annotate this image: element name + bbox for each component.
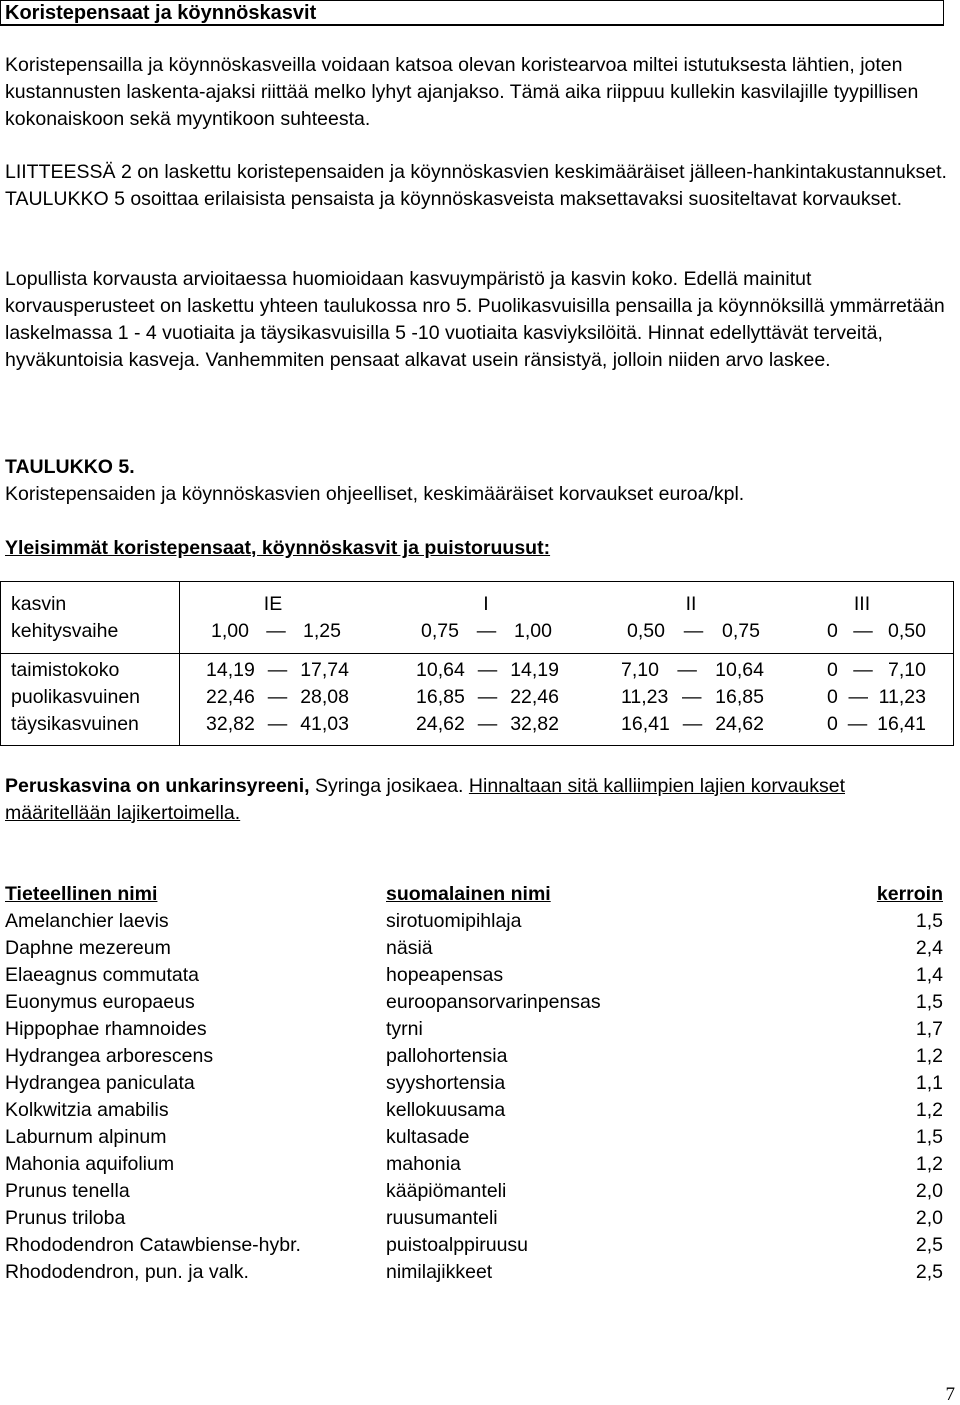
base-plant-note bbox=[5, 773, 950, 827]
coefficient: 1,2 bbox=[915, 1153, 943, 1175]
value-hi: 11,23 bbox=[878, 686, 926, 708]
value-range bbox=[206, 711, 349, 738]
range-dash: — bbox=[848, 686, 868, 708]
page-number: 7 bbox=[945, 1384, 955, 1405]
coefficient: 1,4 bbox=[915, 964, 943, 986]
class-range-i bbox=[421, 618, 552, 645]
range-dash: — bbox=[267, 686, 288, 708]
coefficient: 2,4 bbox=[915, 937, 943, 959]
value-range bbox=[416, 657, 559, 684]
range-dash: — bbox=[476, 620, 497, 642]
section-heading: Koristepensaat ja köynnöskasvit bbox=[0, 0, 944, 26]
range-dash: — bbox=[477, 659, 498, 681]
range-dash: — bbox=[267, 713, 288, 735]
plant-row bbox=[5, 1124, 943, 1151]
finnish-name: euroopansorvarinpensas bbox=[386, 991, 601, 1013]
range-dash: — bbox=[682, 713, 703, 735]
coefficient: 1,2 bbox=[915, 1045, 943, 1067]
class-ie-lo: 1,00 bbox=[211, 620, 249, 642]
plant-row bbox=[5, 1043, 943, 1070]
finnish-name: mahonia bbox=[386, 1153, 461, 1175]
table-subheading: Yleisimmät koristepensaat, köynnöskasvit ja puistoruusut: bbox=[5, 537, 551, 559]
coefficient: 1,5 bbox=[915, 1126, 943, 1148]
class-iii-hi: 0,50 bbox=[888, 620, 926, 642]
scientific-name: Kolkwitzia amabilis bbox=[5, 1099, 169, 1121]
scientific-name: Prunus tenella bbox=[5, 1180, 130, 1202]
table-title: TAULUKKO 5. bbox=[5, 456, 135, 478]
value-hi: 28,08 bbox=[300, 686, 349, 708]
value-range bbox=[621, 711, 764, 738]
value-range bbox=[621, 657, 764, 684]
value-range bbox=[206, 684, 349, 711]
header-label-kasvin: kasvin bbox=[11, 593, 67, 615]
value-hi: 7,10 bbox=[888, 659, 926, 681]
range-dash: — bbox=[683, 620, 704, 642]
base-note-underlined: Hinnaltaan sitä kalliimpien lajien korvaukset määritellään lajikertoimella. bbox=[5, 775, 846, 824]
plant-table-header bbox=[5, 881, 943, 908]
scientific-name: Hydrangea paniculata bbox=[5, 1072, 195, 1094]
finnish-name: näsiä bbox=[386, 937, 433, 959]
range-dash: — bbox=[847, 713, 868, 735]
plant-row bbox=[5, 1097, 943, 1124]
class-range-ie bbox=[211, 618, 341, 645]
header-coefficient: kerroin bbox=[876, 883, 943, 905]
value-hi: 17,74 bbox=[300, 659, 349, 681]
table-divider-vertical bbox=[179, 582, 180, 745]
finnish-name: syyshortensia bbox=[386, 1072, 506, 1094]
range-dash: — bbox=[682, 686, 702, 708]
class-ii-hi: 0,75 bbox=[722, 620, 760, 642]
coefficient: 1,5 bbox=[915, 991, 943, 1013]
table-caption: Koristepensaiden ja köynnöskasvien ohjeelliset, keskimääräiset korvaukset euroa/kpl. bbox=[5, 483, 745, 505]
value-lo: 32,82 bbox=[206, 713, 255, 735]
plant-row bbox=[5, 1070, 943, 1097]
class-name-i: I bbox=[483, 593, 489, 615]
value-lo: 22,46 bbox=[206, 686, 255, 708]
plant-row bbox=[5, 1178, 943, 1205]
plant-row bbox=[5, 1151, 943, 1178]
class-range-iii bbox=[827, 618, 926, 645]
plant-rows bbox=[5, 908, 943, 1286]
header-scientific-name: Tieteellinen nimi bbox=[5, 883, 158, 905]
range-dash: — bbox=[477, 686, 498, 708]
value-range bbox=[827, 657, 926, 684]
class-ii-lo: 0,50 bbox=[627, 620, 665, 642]
finnish-name: nimilajikkeet bbox=[386, 1261, 493, 1283]
value-lo: 11,23 bbox=[621, 686, 669, 708]
range-dash: — bbox=[266, 620, 286, 642]
plant-row bbox=[5, 1232, 943, 1259]
class-iii-lo: 0 bbox=[827, 620, 838, 642]
scientific-name: Rhododendron Catawbiense-hybr. bbox=[5, 1234, 301, 1256]
value-lo: 0 bbox=[827, 659, 838, 681]
plant-row bbox=[5, 935, 943, 962]
class-name-iii: III bbox=[853, 593, 871, 615]
appendix-paragraph: LIITTEESSÄ 2 on laskettu koristepensaiden ja köynnöskasvien keskimääräiset jälleen-hankintakustannukset. TAULUKKO 5 osoittaa erilaisista pensaista ja köynnöskasveista maksettavaksi suositeltavat korvaukset. bbox=[5, 161, 947, 210]
scientific-name: Daphne mezereum bbox=[5, 937, 171, 959]
scientific-name: Prunus triloba bbox=[5, 1207, 126, 1229]
range-dash: — bbox=[267, 659, 288, 681]
range-dash: — bbox=[477, 713, 498, 735]
range-dash: — bbox=[853, 620, 873, 642]
scientific-name: Amelanchier laevis bbox=[5, 910, 169, 932]
base-note-plain: Syringa josikaea. bbox=[309, 775, 469, 797]
scientific-name: Mahonia aquifolium bbox=[5, 1153, 175, 1175]
value-lo: 24,62 bbox=[416, 713, 465, 735]
plant-row bbox=[5, 1016, 943, 1043]
value-hi: 41,03 bbox=[300, 713, 349, 735]
row-label-taysikasvuinen: täysikasvuinen bbox=[11, 713, 139, 735]
scientific-name: Hippophae rhamnoides bbox=[5, 1018, 207, 1040]
coefficient: 1,5 bbox=[915, 910, 943, 932]
row-label-taimistokoko: taimistokoko bbox=[11, 659, 120, 681]
scientific-name: Rhododendron, pun. ja valk. bbox=[5, 1261, 249, 1283]
value-range bbox=[621, 684, 764, 711]
finnish-name: hopeapensas bbox=[386, 964, 504, 986]
value-lo: 14,19 bbox=[206, 659, 255, 681]
coefficient: 1,2 bbox=[915, 1099, 943, 1121]
range-dash: — bbox=[853, 659, 873, 681]
value-hi: 16,85 bbox=[715, 686, 764, 708]
header-label-kehitysvaihe: kehitysvaihe bbox=[11, 620, 119, 642]
coefficient: 1,7 bbox=[915, 1018, 943, 1040]
table-divider-horizontal bbox=[1, 653, 953, 654]
finnish-name: puistoalppiruusu bbox=[386, 1234, 529, 1256]
finnish-name: kultasade bbox=[386, 1126, 470, 1148]
scientific-name: Laburnum alpinum bbox=[5, 1126, 167, 1148]
value-hi: 24,62 bbox=[715, 713, 764, 735]
value-hi: 10,64 bbox=[715, 659, 764, 681]
finnish-name: tyrni bbox=[386, 1018, 423, 1040]
class-name-ii: II bbox=[685, 593, 697, 615]
coefficient: 2,5 bbox=[915, 1234, 943, 1256]
range-dash: — bbox=[677, 659, 697, 681]
value-hi: 16,41 bbox=[877, 713, 926, 735]
compensation-table bbox=[0, 581, 954, 746]
coefficient: 2,0 bbox=[915, 1180, 943, 1202]
class-range-ii bbox=[627, 618, 760, 645]
plant-row bbox=[5, 908, 943, 935]
value-lo: 16,85 bbox=[416, 686, 465, 708]
finnish-name: sirotuomipihlaja bbox=[386, 910, 522, 932]
finnish-name: pallohortensia bbox=[386, 1045, 508, 1067]
intro-paragraph: Koristepensailla ja köynnöskasveilla voidaan katsoa olevan koristearvoa miltei istutuksesta lähtien, joten kustannusten laskenta-ajaksi riittää melko lyhyt ajanjakso. Tämä aika riippuu kullekin kasvilajille tyypillisen kokonaiskoon sekä myyntikoon suhteesta. bbox=[5, 54, 919, 130]
coefficient: 1,1 bbox=[915, 1072, 943, 1094]
plant-row bbox=[5, 962, 943, 989]
value-range bbox=[827, 684, 926, 711]
finnish-name: kellokuusama bbox=[386, 1099, 506, 1121]
plant-row bbox=[5, 1205, 943, 1232]
finnish-name: ruusumanteli bbox=[386, 1207, 498, 1229]
scientific-name: Euonymus europaeus bbox=[5, 991, 195, 1013]
class-name-ie: IE bbox=[263, 593, 283, 615]
class-i-lo: 0,75 bbox=[421, 620, 459, 642]
value-range bbox=[416, 711, 559, 738]
plant-coefficient-table bbox=[5, 881, 943, 1286]
value-range bbox=[206, 657, 349, 684]
class-ie-hi: 1,25 bbox=[303, 620, 341, 642]
value-hi: 14,19 bbox=[510, 659, 559, 681]
scientific-name: Elaeagnus commutata bbox=[5, 964, 200, 986]
coefficient: 2,0 bbox=[915, 1207, 943, 1229]
base-note-bold: Peruskasvina on unkarinsyreeni, bbox=[5, 775, 310, 797]
compensation-paragraph: Lopullista korvausta arvioitaessa huomioidaan kasvuympäristö ja kasvin koko. Edellä mainitut korvausperusteet on laskettu yhteen taulukossa nro 5. Puolikasvuisilla pensailla ja köynnöksillä ymmärretään laskelmassa 1 - 4 vuotiaita ja täysikasvuisilla 5 -10 vuotiaita kasviyksilöitä. Hinnat edellyttävät terveitä, hyväkuntoisia kasveja. Vanhemmiten pensaat alkavat usein ränsistyä, jolloin niiden arvo laskee. bbox=[5, 268, 945, 371]
value-range bbox=[827, 711, 926, 738]
row-label-puolikasvuinen: puolikasvuinen bbox=[11, 686, 141, 708]
value-hi: 32,82 bbox=[510, 713, 559, 735]
coefficient: 2,5 bbox=[915, 1261, 943, 1283]
value-hi: 22,46 bbox=[510, 686, 559, 708]
class-i-hi: 1,00 bbox=[514, 620, 552, 642]
value-lo: 7,10 bbox=[621, 659, 659, 681]
finnish-name: kääpiömanteli bbox=[386, 1180, 507, 1202]
value-lo: 10,64 bbox=[416, 659, 465, 681]
plant-row bbox=[5, 989, 943, 1016]
value-range bbox=[416, 684, 559, 711]
header-finnish-name: suomalainen nimi bbox=[386, 883, 551, 905]
scientific-name: Hydrangea arborescens bbox=[5, 1045, 214, 1067]
plant-row bbox=[5, 1259, 943, 1286]
value-lo: 16,41 bbox=[621, 713, 670, 735]
value-lo: 0 bbox=[827, 686, 838, 708]
value-lo: 0 bbox=[827, 713, 838, 735]
